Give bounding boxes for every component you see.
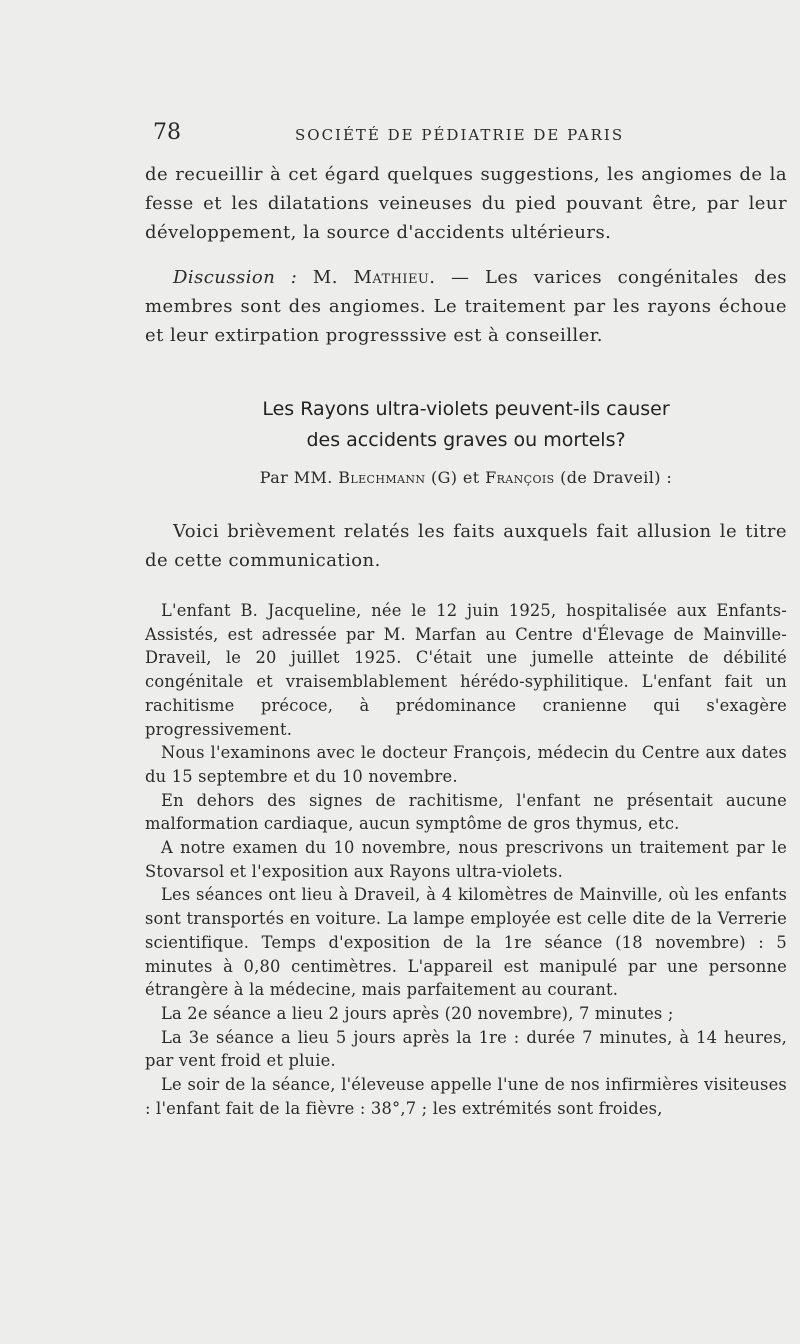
case-paragraph: En dehors des signes de rachitisme, l'enfant ne présentait aucune malformation cardiaque, aucun symptôme de gros thymus, etc. [145, 790, 787, 834]
discussion [145, 263, 787, 350]
author-1-initial: (G) [430, 468, 458, 487]
byline-and: et [462, 468, 480, 487]
author-2-place: (de Draveil) : [560, 468, 673, 487]
page-text [145, 120, 787, 1120]
journal-title: SOCIÉTÉ DE PÉDIATRIE DE PARIS [295, 126, 625, 144]
byline-prefix: Par MM. [259, 468, 333, 487]
case-report [145, 599, 787, 1120]
running-head [145, 120, 787, 160]
case-paragraph: A notre examen du 10 novembre, nous prescrivons un traitement par le Stovarsol et l'exposition aux Rayons ultra-violets. [145, 838, 787, 881]
case-paragraph: Les séances ont lieu à Draveil, à 4 kilomètres de Mainville, où les enfants sont transportés en voiture. La lampe employée est celle dite de la Verrerie scientifique. Temps d'exposition de la 1re séance (18 novembre) : 5 minutes à 0,80 centimètres. L'appareil est manipulé par une personne étrangère à la médecine, mais parfaitement au courant. [145, 885, 787, 1000]
discussion-text: — Les varices congénitales des membres sont des angiomes. Le traitement par les rayons échoue et leur extirpation progresssive est à conseiller. [145, 267, 787, 346]
lead-paragraph: de recueillir à cet égard quelques suggestions, les angiomes de la fesse et les dilatations veineuses du pied pouvant être, par leur développement, la source d'accidents ultérieurs. [145, 164, 787, 243]
author-1: Blechmann [338, 468, 426, 487]
case-paragraph: La 3e séance a lieu 5 jours après la 1re : durée 7 minutes, à 14 heures, par vent froid et pluie. [145, 1027, 787, 1071]
case-paragraph: L'enfant B. Jacqueline, née le 12 juin 1925, hospitalisée aux Enfants-Assistés, est adressée par M. Marfan au Centre d'Élevage de Mainville-Draveil, le 20 juillet 1925. C'était une jumelle atteinte de débilité congénitale et vraisemblablement hérédo-syphilitique. L'enfant fait un rachitisme précoce, à prédominance cranienne qui s'exagère progressivement. [145, 601, 787, 739]
page-number: 78 [153, 120, 181, 145]
case-paragraph: Nous l'examinons avec le docteur François, médecin du Centre aux dates du 15 septembre et du 10 novembre. [145, 743, 787, 786]
discussion-speaker: M. Mathieu. [312, 267, 436, 288]
case-paragraph: Le soir de la séance, l'éleveuse appelle l'une de nos infirmières visiteuses : l'enfant fait de la fièvre : 38°,7 ; les extrémités sont froides, [145, 1075, 787, 1118]
case-paragraph: La 2e séance a lieu 2 jours après (20 novembre), 7 minutes ; [161, 1003, 674, 1023]
intro-paragraph: Voici brièvement relatés les faits auxquels fait allusion le titre de cette communication. [145, 521, 787, 571]
article-title-line2: des accidents graves ou mortels? [306, 429, 626, 451]
article-title [145, 394, 787, 456]
discussion-label: Discussion : [173, 267, 298, 288]
article-title-line1: Les Rayons ultra-violets peuvent-ils causer [262, 398, 670, 420]
byline [145, 468, 787, 487]
author-2: François [485, 468, 555, 487]
